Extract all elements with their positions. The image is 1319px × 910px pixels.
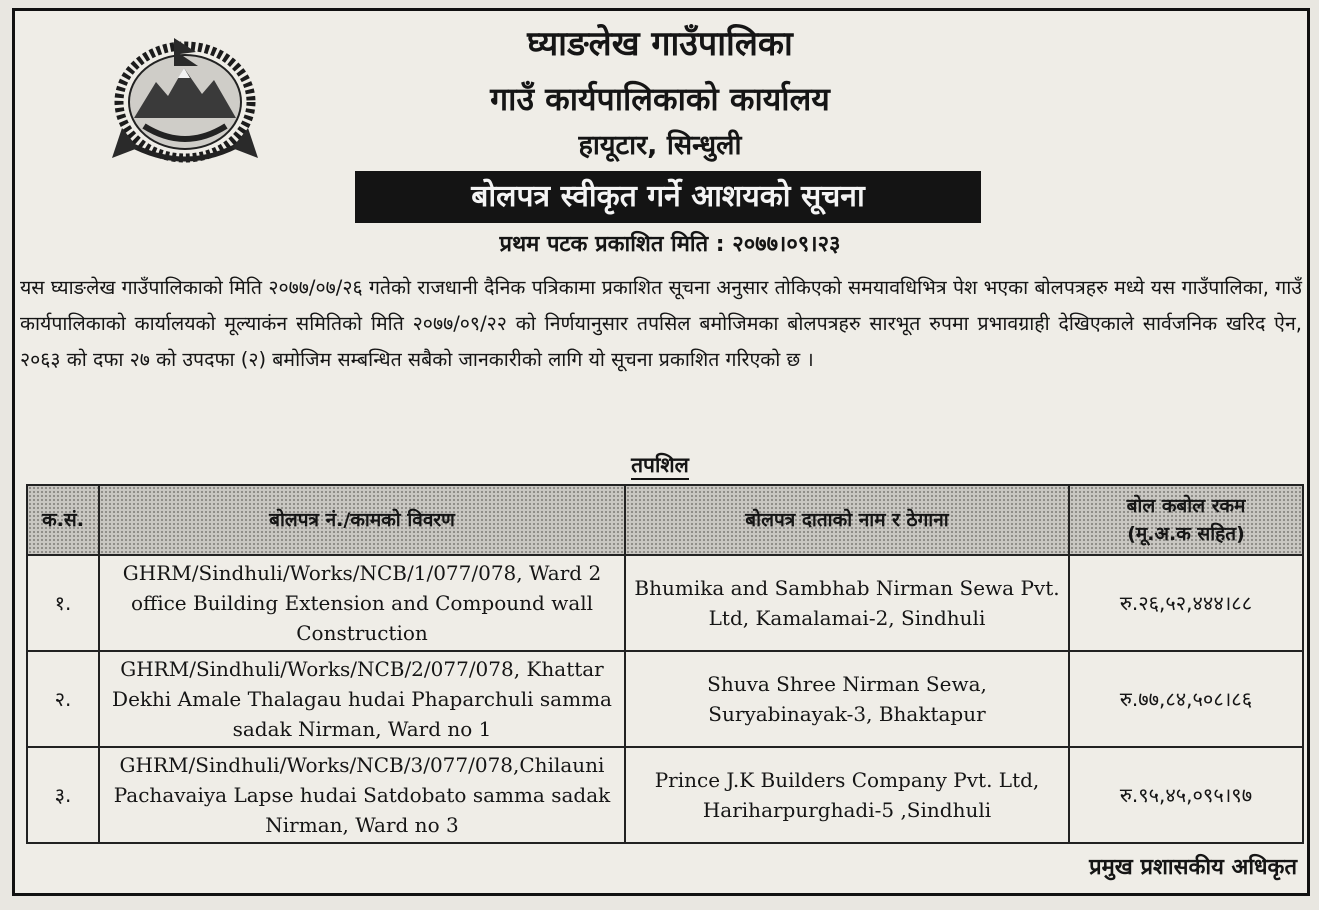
row-sn: २. (27, 651, 99, 747)
row-bidder: Shuva Shree Nirman Sewa, Suryabinayak-3, Bhaktapur (625, 651, 1069, 747)
row-bidder: Bhumika and Sambhab Nirman Sewa Pvt. Ltd, Kamalamai-2, Sindhuli (625, 555, 1069, 651)
row-sn: ३. (27, 747, 99, 843)
header-bidder: बोलपत्र दाताको नाम र ठेगाना (625, 485, 1069, 555)
nepal-emblem-icon (104, 30, 266, 168)
row-description: GHRM/Sindhuli/Works/NCB/2/077/078, Khattar Dekhi Amale Thalagau hudai Phaparchuli samma sadak Nirman, Ward no 1 (99, 651, 625, 747)
row-amount: रु.७७,८४,५०८।८६ (1069, 651, 1303, 747)
header-sn: क.सं. (27, 485, 99, 555)
table-row (27, 747, 1303, 843)
bid-schedule-table (26, 484, 1304, 844)
table-header-row (27, 485, 1303, 555)
table-row (27, 555, 1303, 651)
publish-date: प्रथम पटक प्रकाशित मिति : २०७७।०९।२३ (499, 232, 841, 257)
notice-title-banner: बोलपत्र स्वीकृत गर्ने आशयको सूचना (355, 171, 981, 223)
table-row (27, 651, 1303, 747)
row-amount: रु.९५,४५,०९५।९७ (1069, 747, 1303, 843)
row-amount: रु.२६,५२,४४४।८८ (1069, 555, 1303, 651)
row-description: GHRM/Sindhuli/Works/NCB/1/077/078, Ward 2 office Building Extension and Compound wall Construction (99, 555, 625, 651)
header-amount (1069, 485, 1303, 555)
office-name: घ्याङलेख गाउँपालिका (527, 24, 793, 64)
row-bidder: Prince J.K Builders Company Pvt. Ltd, Hariharpurghadi-5 ,Sindhuli (625, 747, 1069, 843)
notice-body: यस घ्याङलेख गाउँपालिकाको मिति २०७७/०७/२६ गतेको राजधानी दैनिक पत्रिकामा प्रकाशित सूचना अनुसार तोकिएको समयावधिभित्र पेश भएका बोलपत्रहरु मध्ये यस गाउँपालिका, गाउँ कार्यपालिकाको कार्यालयको मूल्याकंन समितिको मिति २०७७/०९/२२ को निर्णयानुसार तपसिल बमोजिमका बोलपत्रहरु सारभूत रुपमा प्रभावग्राही देखिएकाले सार्वजनिक खरिद ऐन, २०६३ को दफा २७ को उपदफा (२) बमोजिम सम्बन्धित सबैको जानकारीको लागि यो सूचना प्रकाशित गरिएको छ । (20, 276, 1302, 371)
row-description: GHRM/Sindhuli/Works/NCB/3/077/078,Chilauni Pachavaiya Lapse hudai Satdobato samma sadak Nirman, Ward no 3 (99, 747, 625, 843)
office-subtitle: गाउँ कार्यपालिकाको कार्यालय (490, 80, 830, 118)
header-description: बोलपत्र नं./कामको विवरण (99, 485, 625, 555)
office-address: हायूटार, सिन्धुली (578, 130, 742, 161)
schedule-title: तपशिल (560, 450, 760, 480)
signatory-title: प्रमुख प्रशासकीय अधिकृत (1089, 855, 1297, 880)
header-amount-line1: बोल कबोल रकम (1126, 495, 1246, 517)
row-sn: १. (27, 555, 99, 651)
header-amount-line2: (मू.अ.क सहित) (1127, 523, 1245, 545)
